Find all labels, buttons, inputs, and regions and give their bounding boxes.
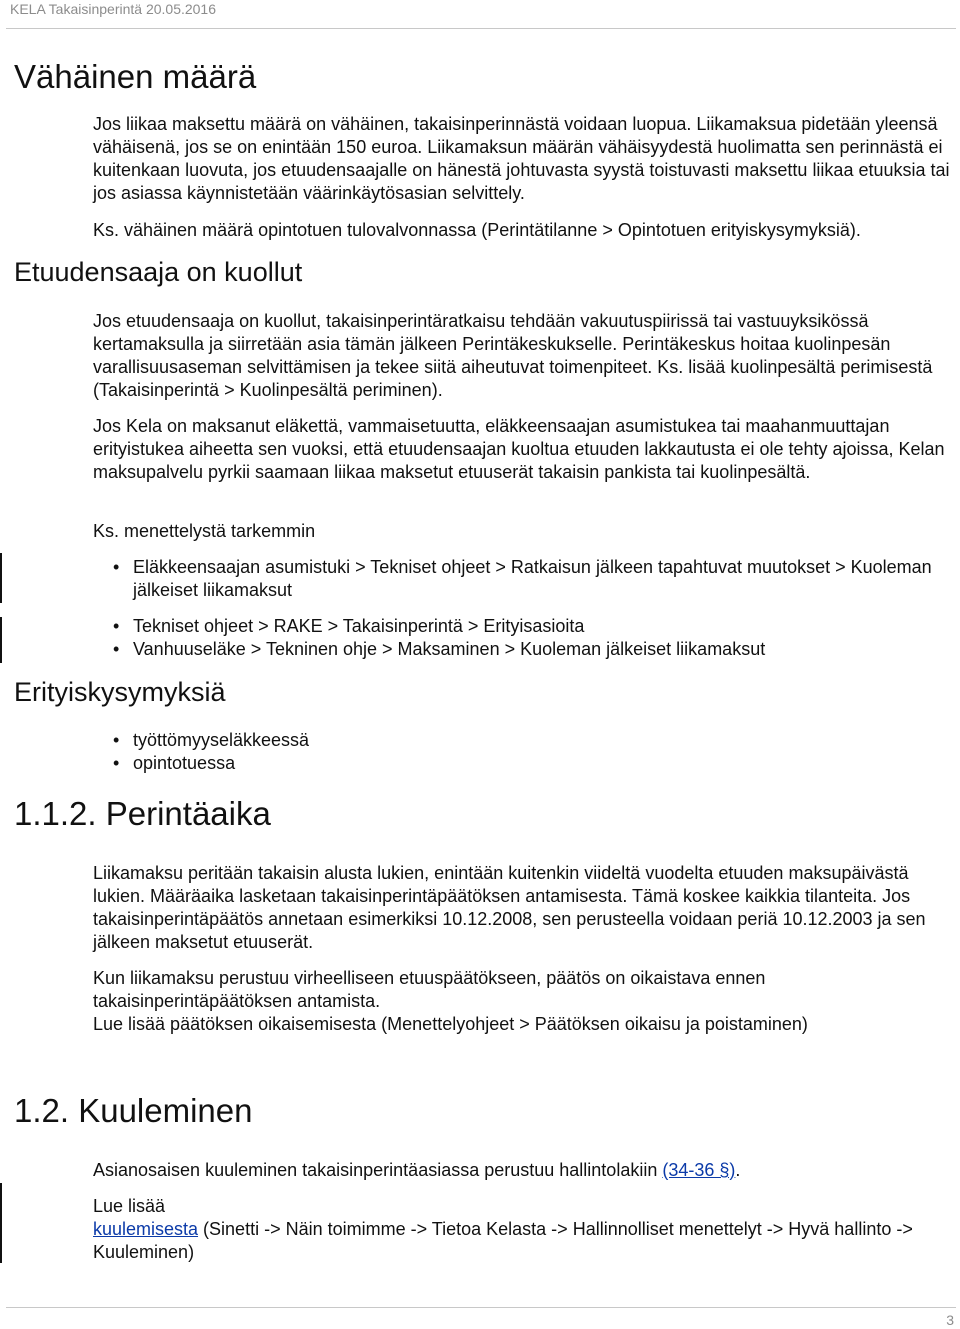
paragraph-text: Asianosaisen kuuleminen takaisinperintäasiassa perustuu hallintolakiin xyxy=(93,1160,663,1180)
page-header: KELA Takaisinperintä 20.05.2016 xyxy=(10,1,217,17)
paragraph-text: . xyxy=(735,1160,741,1180)
kuulemisesta-link[interactable]: kuulemisesta xyxy=(93,1219,199,1239)
change-bar xyxy=(0,553,2,603)
heading-etuudensaaja-kuollut: Etuudensaaja on kuollut xyxy=(14,257,303,287)
paragraph-perintaaika-3: Lue lisää päätöksen oikaisemisesta (Menettelyohjeet > Päätöksen oikaisu ja poistaminen) xyxy=(93,1014,808,1034)
list-erityiskysymyksia xyxy=(93,729,953,775)
paragraph-text: (Sinetti -> Näin toimimme -> Tietoa Kelasta -> Hallinnolliset menettelyt -> Hyvä hallinto -> Kuuleminen) xyxy=(93,1219,913,1262)
paragraph-perintaaika-1: Liikamaksu peritään takaisin alusta lukien, enintään kuitenkin viideltä vuodelta etuuden maksupäivästä lukien. Määräaika lasketaan takaisinperintäpäätöksen antamisesta. Tämä koskee kaikkia tilanteita. Jos takaisinperintäpäätös annetaan esimerkiksi 10.12.2008, sen perusteella voidaan periä 10.12.2003 ja sen jälkeen maksetut etuuserät. xyxy=(93,863,926,952)
footer-divider xyxy=(6,1307,956,1308)
heading-erityiskysymyksia: Erityiskysymyksiä xyxy=(14,677,226,707)
change-bar xyxy=(0,1183,2,1263)
heading-kuuleminen: 1.2. Kuuleminen xyxy=(14,1092,253,1129)
list-kuollut-menettely xyxy=(93,556,953,602)
paragraph-kuuleminen-1 xyxy=(93,1159,953,1182)
paragraph-text: Lue lisää xyxy=(93,1196,166,1216)
hallintolaki-link[interactable]: (34-36 §) xyxy=(662,1160,736,1180)
list-kuollut-menettely-2 xyxy=(93,615,953,661)
paragraph-kuuleminen-2 xyxy=(93,1195,953,1264)
change-bar xyxy=(0,617,2,663)
heading-perintaaika: 1.1.2. Perintäaika xyxy=(14,795,271,832)
paragraph-vahainen-1: Jos liikaa maksettu määrä on vähäinen, takaisinperinnästä voidaan luopua. Liikamaksua pidetään yleensä vähäisenä, jos se on enintään 150 euroa. Liikamaksun määrän vähäisyydestä huolimatta sen perinnästä ei kuitenkaan luovuta, jos etuudensaajalle on hänestä johtuvasta syystä toistuvasti maksettu liikaa etuuksia tai jos asiassa käynnistetään väärinkäytösasian selvittely. xyxy=(93,114,950,203)
paragraph-kuollut-1: Jos etuudensaaja on kuollut, takaisinperintäratkaisu tehdään vakuutuspiirissä tai vastuuyksikössä kertamaksulla ja siirretään asia tämän jälkeen Perintäkeskukselle. Perintäkeskus hoitaa kuolinpesän varallisuusaseman selvittämisen ja tekee siitä aiheutuvat toimenpiteet. Ks. lisää kuolinpesältä perimisestä (Takaisinperintä > Kuolinpesältä periminen). xyxy=(93,311,933,400)
list-item: • Vanhuuseläke > Tekninen ohje > Maksaminen > Kuoleman jälkeiset liikamaksut xyxy=(93,638,953,661)
heading-vahainen-maara: Vähäinen määrä xyxy=(14,58,257,95)
paragraph-kuollut-2: Jos Kela on maksanut eläkettä, vammaisetuutta, eläkkeensaajan asumistukea tai maahanmuuttajan erityistukea aiheetta sen vuoksi, että etuudensaajan kuoltua etuuden lakkautusta ei ole tehty ajoissa, Kelan maksupalvelu pyrkii saamaan liikaa maksetut etuuserät takaisin pankista tai kuolinpesältä. xyxy=(93,416,945,482)
header-divider xyxy=(6,28,956,29)
list-item: • Eläkkeensaajan asumistuki > Tekniset ohjeet > Ratkaisun jälkeen tapahtuvat muutokset > Kuoleman jälkeiset liikamaksut xyxy=(93,556,953,602)
list-item: • opintotuessa xyxy=(93,752,953,775)
paragraph-vahainen-2: Ks. vähäinen määrä opintotuen tulovalvonnassa (Perintätilanne > Opintotuen erityiskysymyksiä). xyxy=(93,220,861,240)
page-number: 3 xyxy=(946,1312,954,1328)
paragraph-perintaaika-2: Kun liikamaksu perustuu virheelliseen etuuspäätökseen, päätös on oikaistava ennen takaisinperintäpäätöksen antamista. xyxy=(93,968,766,1011)
paragraph-kuollut-3: Ks. menettelystä tarkemmin xyxy=(93,521,316,541)
list-item: • työttömyyseläkkeessä xyxy=(93,729,953,752)
list-item: • Tekniset ohjeet > RAKE > Takaisinperintä > Erityisasioita xyxy=(93,615,953,638)
